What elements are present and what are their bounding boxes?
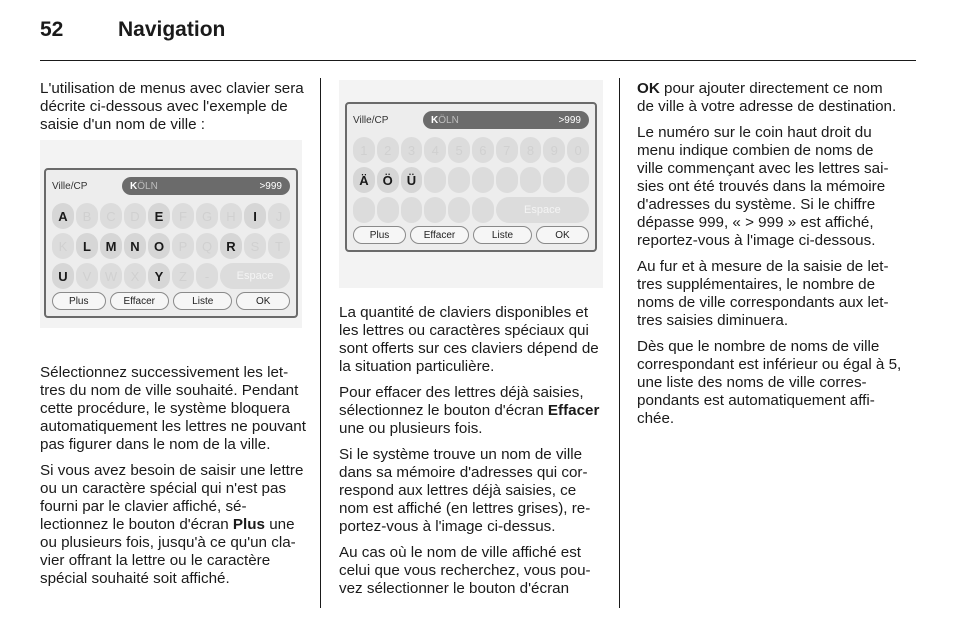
keyboard-key — [567, 167, 589, 193]
keyboard-key: X — [124, 263, 146, 289]
keyboard-key: 3 — [401, 137, 423, 163]
keyboard-key: V — [76, 263, 98, 289]
keyboard-key — [543, 167, 565, 193]
paragraph: Au cas où le nom de ville affiché est celui que vous recherchez, vous pouvez sélectionner le bouton d'écran — [339, 544, 591, 597]
keyboard-key: 8 — [520, 137, 542, 163]
ok-keyword: OK — [637, 80, 660, 97]
keyboard-key — [520, 167, 542, 193]
keyboard-key[interactable]: O — [148, 233, 170, 259]
keyboard-key[interactable]: E — [148, 203, 170, 229]
paragraph: L'utilisation de menus avec clavier sera décrite ci-dessous avec l'exemple de saisie d'un nom de ville : — [40, 80, 304, 133]
keyboard-key[interactable]: M — [100, 233, 122, 259]
title-bar — [52, 176, 290, 196]
column-divider-2 — [619, 78, 620, 608]
keyboard-key[interactable]: Y — [148, 263, 170, 289]
column-1-continued — [40, 364, 306, 596]
keyboard-key[interactable]: I — [244, 203, 266, 229]
liste-button[interactable]: Liste — [173, 292, 232, 310]
keyboard-key: T — [268, 233, 290, 259]
paragraph: Si le système trouve un nom de ville dans sa mémoire d'adresses qui correspond aux lettres déjà saisies, ce nom est affiché (en lettres grises), reportez-vous à l'image ci-dessus. — [339, 446, 591, 535]
keyboard-key: D — [124, 203, 146, 229]
column-2 — [339, 304, 605, 606]
page-number: 52 — [40, 18, 64, 41]
keyboard-display — [44, 168, 298, 318]
keyboard-key — [448, 197, 470, 223]
paragraph: OK pour ajouter directement ce nom de ville à votre adresse de destination. — [637, 80, 897, 115]
keyboard-key: S — [244, 233, 266, 259]
keyboard-key — [377, 197, 399, 223]
paragraph: Au fur et à mesure de la saisie de lettres supplémentaires, le nombre de noms de ville correspondants aux lettres saisies diminuera. — [637, 258, 889, 329]
keyboard-key[interactable]: R — [220, 233, 242, 259]
plus-button[interactable]: Plus — [353, 226, 406, 244]
page-header — [40, 18, 225, 48]
keyboard-key: W — [100, 263, 122, 289]
keyboard-key: J — [268, 203, 290, 229]
paragraph: Si vous avez besoin de saisir une lettre ou un caractère spécial qui n'est pas fourni par le clavier affiché, sélectionnez le bouton d'écran Plus une ou plusieurs fois, jusqu'à ce qu'un clavier offrant la lettre ou le caractère spécial souhaité soit affiché. — [40, 462, 304, 587]
search-input[interactable] — [423, 111, 589, 129]
keyboard-key: 6 — [472, 137, 494, 163]
ok-button[interactable]: OK — [236, 292, 290, 310]
search-input[interactable] — [122, 177, 290, 195]
keyboard-key — [353, 197, 375, 223]
space-key[interactable]: Espace — [220, 263, 290, 289]
liste-button[interactable]: Liste — [473, 226, 532, 244]
keyboard-key — [448, 167, 470, 193]
match-count: >999 — [259, 180, 282, 192]
keyboard-key — [424, 197, 446, 223]
space-key[interactable]: Espace — [496, 197, 589, 223]
keyboard-key[interactable]: U — [52, 263, 74, 289]
keyboard-key[interactable]: L — [76, 233, 98, 259]
keyboard-display — [345, 102, 597, 252]
keyboard-screen-digits — [339, 80, 603, 288]
paragraph: La quantité de claviers disponibles et les lettres ou caractères spéciaux qui sont offerts sur ces claviers dépend de la situation particulière. — [339, 304, 599, 375]
keyboard-key: 1 — [353, 137, 375, 163]
keyboard-key: G — [196, 203, 218, 229]
keyboard-key — [401, 197, 423, 223]
keyboard-key: 4 — [424, 137, 446, 163]
keyboard-key: C — [100, 203, 122, 229]
column-3 — [637, 80, 903, 436]
suggested-letters: ÖLN — [438, 114, 459, 126]
keyboard-key: 9 — [543, 137, 565, 163]
keyboard-key[interactable]: Ä — [353, 167, 375, 193]
keyboard-key: Q — [196, 233, 218, 259]
keyboard-key: B — [76, 203, 98, 229]
paragraph: Pour effacer des lettres déjà saisies, sélectionnez le bouton d'écran Effacer une ou plusieurs fois. — [339, 384, 600, 437]
keyboard-key — [496, 167, 518, 193]
keyboard-key: K — [52, 233, 74, 259]
plus-button[interactable]: Plus — [52, 292, 106, 310]
column-1 — [40, 80, 306, 142]
paragraph: Le numéro sur le coin haut droit du menu indique combien de noms de ville commençant avec les lettres saisies ont été trouvés dans la mémoire d'adresses du système. Si le chiffre dépasse 999, « > 999 » est affiché, reportez-vous à l'image ci-dessous. — [637, 124, 889, 249]
header-rule — [40, 60, 916, 61]
keyboard-key: F — [172, 203, 194, 229]
suggested-letters: ÖLN — [137, 180, 158, 192]
keyboard-key: 0 — [567, 137, 589, 163]
plus-keyword: Plus — [232, 516, 265, 533]
effacer-button[interactable]: Effacer — [110, 292, 169, 310]
keyboard-key: 7 — [496, 137, 518, 163]
keyboard-key — [472, 167, 494, 193]
keyboard-key[interactable]: A — [52, 203, 74, 229]
keyboard-key: 5 — [448, 137, 470, 163]
paragraph: Dès que le nombre de noms de ville correspondant est inférieur ou égal à 5, une liste des noms de ville correspondants est automatiquement affichée. — [637, 338, 902, 427]
ok-button[interactable]: OK — [536, 226, 589, 244]
effacer-button[interactable]: Effacer — [410, 226, 469, 244]
keyboard-key — [424, 167, 446, 193]
column-divider-1 — [320, 78, 321, 608]
title-bar — [353, 110, 589, 130]
section-title: Navigation — [118, 18, 226, 41]
match-count: >999 — [558, 114, 581, 126]
keyboard-key — [472, 197, 494, 223]
keyboard-screen-letters — [40, 140, 302, 328]
keyboard-key: Z — [172, 263, 194, 289]
field-label: Ville/CP — [52, 180, 88, 192]
keyboard-key: H — [220, 203, 242, 229]
keyboard-key: P — [172, 233, 194, 259]
keyboard-key[interactable]: Ü — [401, 167, 423, 193]
typed-letters: K — [130, 180, 138, 192]
screen-button-row — [52, 292, 290, 310]
keyboard-key[interactable]: Ö — [377, 167, 399, 193]
letter-keyboard — [52, 203, 290, 291]
keyboard-key: - — [196, 263, 218, 289]
field-label: Ville/CP — [353, 114, 389, 126]
keyboard-key[interactable]: N — [124, 233, 146, 259]
effacer-keyword: Effacer — [547, 402, 600, 419]
paragraph: Sélectionnez successivement les lettres du nom de ville souhaité. Pendant cette procédure, le système bloquera automatiquement les lettres ne pouvant pas figurer dans le nom de la ville. — [40, 364, 306, 453]
screen-button-row — [353, 226, 589, 244]
typed-letters: K — [431, 114, 439, 126]
keyboard-key: 2 — [377, 137, 399, 163]
special-keyboard — [353, 137, 589, 225]
